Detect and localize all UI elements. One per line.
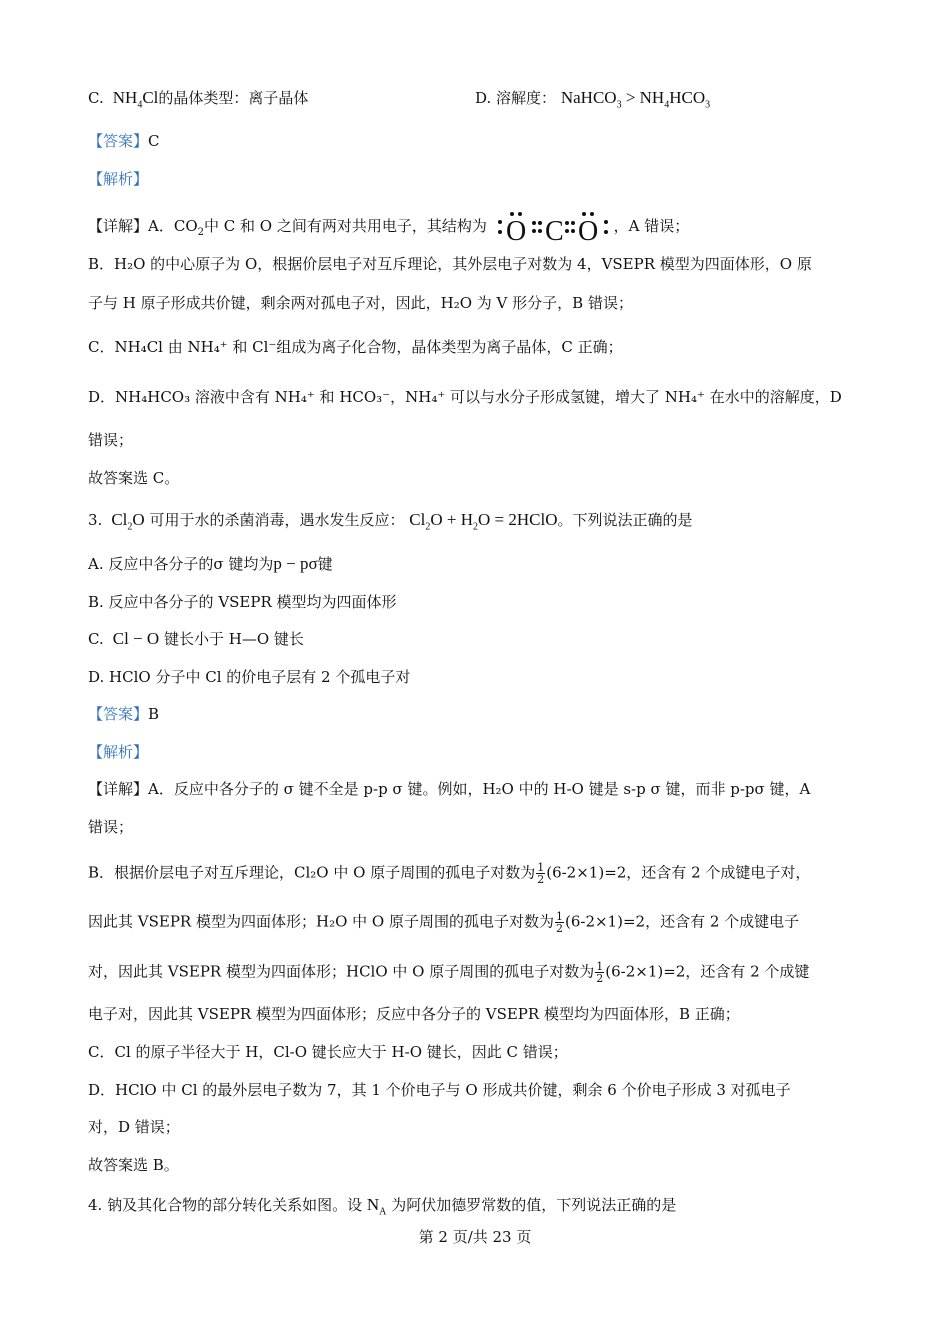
q2-detail-d-2: 错误； xyxy=(88,431,134,449)
p-p-sigma: p − pσ xyxy=(273,554,318,573)
fraction-half: $\frac{1}{2}$ xyxy=(596,960,604,985)
q3-detail-b-4: 电子对，因此其 VSEPR 模型为四面体形；反应中各分子的 VSEPR 模型均为四面体形，B 正确； xyxy=(88,1005,740,1023)
q3-stem: 3. $Cl_2O$ 可用于水的杀菌消毒，遇水发生反应： $Cl_2O + H_2O$ = 2HClO。下列说法正确的是 xyxy=(88,510,693,533)
q2-detail-d-1: D．NH₄HCO₃ 溶液中含有 NH₄⁺ 和 HCO₃⁻，NH₄⁺ 可以与水分子形成氢键，增大了 NH₄⁺ 在水中的溶解度，D xyxy=(88,388,842,406)
q2-option-d: D. 溶解度： NaHCO$_3$ > $NH_4HCO_3$ xyxy=(475,88,711,111)
q3-option-c: C. Cl − O 键长小于 H—O 键长 xyxy=(88,629,304,648)
q2-detail-b-1: B．H₂O 的中心原子为 O，根据价层电子对互斥理论，其外层电子对数为 4，VSEPR 模型为四面体形，O 原 xyxy=(88,255,812,273)
q2-detail-b-2: 子与 H 原子形成共价键，剩余两对孤电子对，因此，H₂O 为 V 形分子，B 错误； xyxy=(88,294,633,312)
cl2o-formula: $Cl_2O$ xyxy=(107,510,145,533)
q2-detail-c: C．NH₄Cl 由 NH₄⁺ 和 Cl⁻组成为离子化合物，晶体类型为离子晶体，C 正确； xyxy=(88,338,623,356)
page-footer: 第 2 页/共 23 页 xyxy=(418,1228,532,1246)
q2-answer: 【答案】C xyxy=(88,132,160,150)
reaction-equation: $Cl_2O + H_2O$ = 2HClO xyxy=(409,510,558,533)
q3-detail-d-2: 对，D 错误； xyxy=(88,1118,180,1136)
avogadro-symbol: $N_A$ xyxy=(366,1195,387,1218)
q2-analysis-tag: 【解析】 xyxy=(88,170,149,188)
q3-answer: 【答案】B xyxy=(88,705,160,723)
q3-option-a: A. 反应中各分子的σ 键均为p − pσ键 xyxy=(88,554,333,573)
q3-option-d: D. HClO 分子中 Cl 的价电子层有 2 个孤电子对 xyxy=(88,668,411,686)
svg-text:O: O xyxy=(577,216,598,244)
q2-option-c: C. $NH_4Cl$的晶体类型：离子晶体 xyxy=(88,88,309,111)
q3-detail-c: C．Cl 的原子半径大于 H，Cl-O 键长应大于 H-O 键长，因此 C 错误； xyxy=(88,1043,568,1061)
q3-conclusion: 故答案选 B。 xyxy=(88,1156,179,1174)
q3-analysis-tag: 【解析】 xyxy=(88,743,149,761)
co2-lewis-structure xyxy=(494,210,612,244)
q2-conclusion: 故答案选 C。 xyxy=(88,469,180,487)
q3-detail-d-1: D．HClO 中 Cl 的最外层电子数为 7，其 1 个价电子与 O 形成共价键，剩余 6 个价电子形成 3 对孤电子 xyxy=(88,1081,791,1099)
q3-detail-a-1: 【详解】A．反应中各分子的 σ 键不全是 p-p σ 键。例如，H₂O 中的 H-O 键是 s-p σ 键，而非 p-pσ 键，A xyxy=(88,780,811,798)
q3-detail-b-3: 对，因此其 VSEPR 模型为四面体形；HClO 中 O 原子周围的孤电子对数为 $\frac{1}{2}$ (6-2×1)=2，还含有 2 个成键 xyxy=(88,960,810,985)
q2-detail-a: 【详解】A．$CO_2$中 C 和 O 之间有两对共用电子，其结构为 O C O ，A 错误； xyxy=(88,210,689,244)
q3-option-b: B. 反应中各分子的 VSEPR 模型均为四面体形 xyxy=(88,593,397,611)
q3-detail-b-1: B．根据价层电子对互斥理论，Cl₂O 中 O 原子周围的孤电子对数为 $\frac{1}{2}$ (6-2×1)=2，还含有 2 个成键电子对， xyxy=(88,861,811,886)
svg-text:C: C xyxy=(544,216,564,244)
solubility-formula: NaHCO$_3$ > $NH_4HCO_3$ xyxy=(560,88,711,111)
svg-text:O: O xyxy=(505,216,526,244)
q3-detail-a-2: 错误； xyxy=(88,818,134,836)
q3-detail-b-2: 因此其 VSEPR 模型为四面体形；H₂O 中 O 原子周围的孤电子对数为 $\frac{1}{2}$ (6-2×1)=2，还含有 2 个成键电子 xyxy=(88,910,800,935)
fraction-half: $\frac{1}{2}$ xyxy=(537,861,545,886)
nh4cl-formula: $NH_4Cl$ xyxy=(108,88,159,111)
q4-stem: 4. 钠及其化合物的部分转化关系如图。设 $N_A$ 为阿伏加德罗常数的值，下列说法正确的是 xyxy=(88,1195,677,1218)
fraction-half: $\frac{1}{2}$ xyxy=(555,910,563,935)
cl-o-bond: Cl − O xyxy=(108,629,160,648)
